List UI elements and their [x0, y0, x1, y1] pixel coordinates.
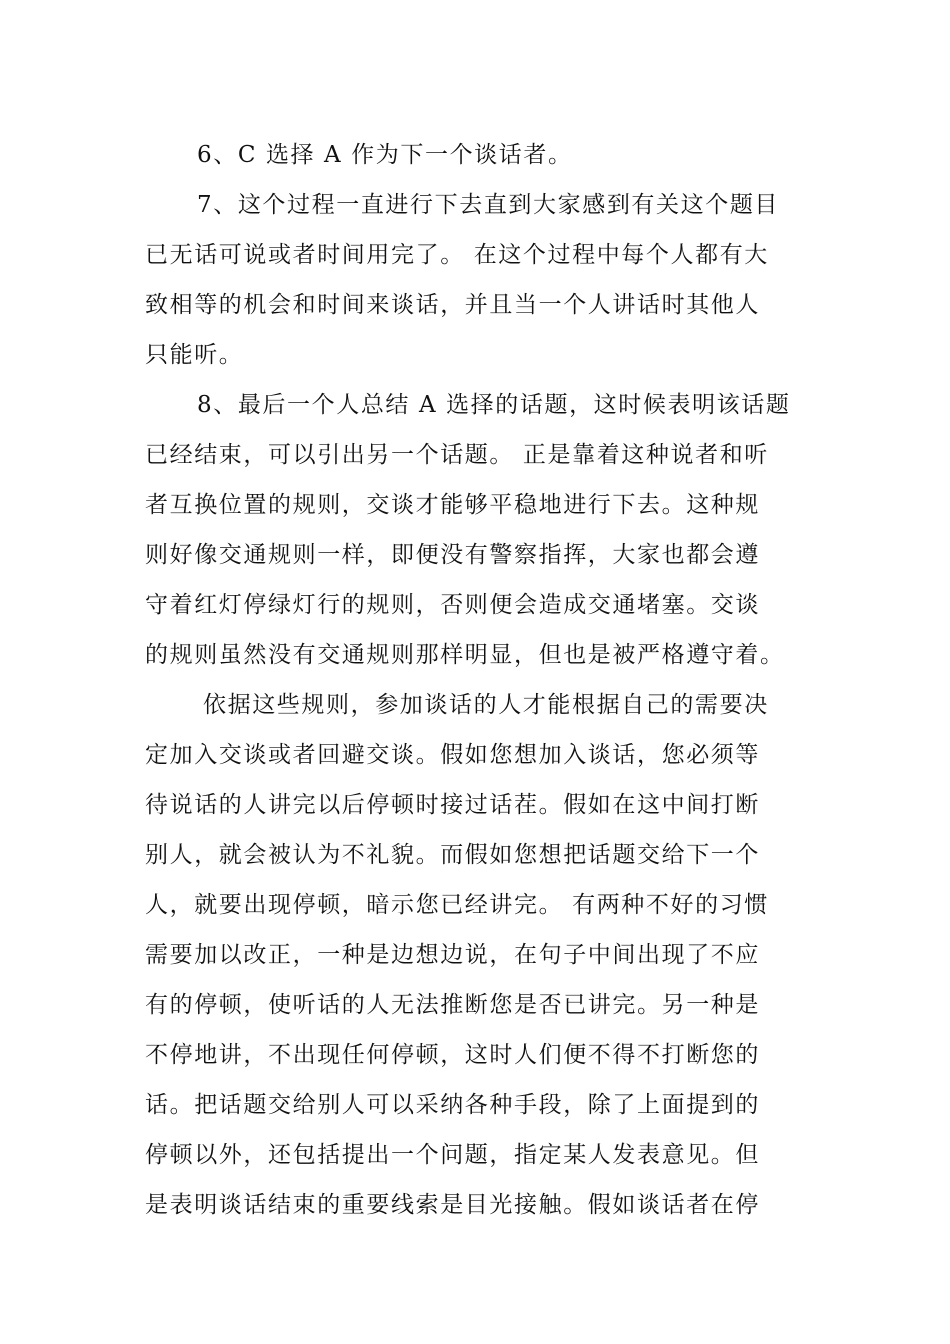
list-item-8-line-3: 者互换位置的规则，交谈才能够平稳地进行下去。这种规	[145, 492, 760, 518]
list-item-7-line-3: 致相等的机会和时间来谈话，并且当一个人讲话时其他人	[145, 292, 760, 318]
paragraph-line-11: 是表明谈话结束的重要线索是目光接触。假如谈话者在停	[145, 1192, 760, 1218]
paragraph-line-3: 待说话的人讲完以后停顿时接过话茬。假如在这中间打断	[145, 792, 760, 818]
list-item-7-line-4: 只能听。	[145, 342, 244, 368]
list-item-6: 6、C 选择 A 作为下一个谈话者。	[197, 142, 573, 168]
document-body	[145, 130, 810, 1230]
paragraph-line-10: 停顿以外，还包括提出一个问题，指定某人发表意见。但	[145, 1142, 760, 1168]
list-item-8-line-5: 守着红灯停绿灯行的规则，否则便会造成交通堵塞。交谈	[145, 592, 760, 618]
paragraph-line-8: 不停地讲，不出现任何停顿，这时人们便不得不打断您的	[145, 1042, 760, 1068]
list-item-8-line-2: 已经结束，可以引出另一个话题。 正是靠着这种说者和听	[145, 442, 769, 468]
paragraph-line-5: 人，就要出现停顿，暗示您已经讲完。 有两种不好的习惯	[145, 892, 769, 918]
list-item-7-line-2: 已无话可说或者时间用完了。 在这个过程中每个人都有大	[145, 242, 769, 268]
paragraph-line-4: 别人，就会被认为不礼貌。而假如您想把话题交给下一个	[145, 842, 760, 868]
list-item-7-line-1: 7、这个过程一直进行下去直到大家感到有关这个题目	[197, 192, 780, 218]
paragraph-line-2: 定加入交谈或者回避交谈。假如您想加入谈话，您必须等	[145, 742, 760, 768]
paragraph-line-6: 需要加以改正，一种是边想边说，在句子中间出现了不应	[145, 942, 760, 968]
list-item-8-line-1: 8、最后一个人总结 A 选择的话题，这时候表明该话题	[197, 392, 791, 418]
list-item-8-line-6: 的规则虽然没有交通规则那样明显，但也是被严格遵守着。	[145, 642, 785, 668]
list-item-8-line-4: 则好像交通规则一样，即便没有警察指挥，大家也都会遵	[145, 542, 760, 568]
paragraph-line-9: 话。把话题交给别人可以采纳各种手段，除了上面提到的	[145, 1092, 760, 1118]
paragraph-line-7: 有的停顿，使听话的人无法推断您是否已讲完。另一种是	[145, 992, 760, 1018]
paragraph-line-1: 依据这些规则，参加谈话的人才能根据自己的需要决	[203, 692, 769, 718]
